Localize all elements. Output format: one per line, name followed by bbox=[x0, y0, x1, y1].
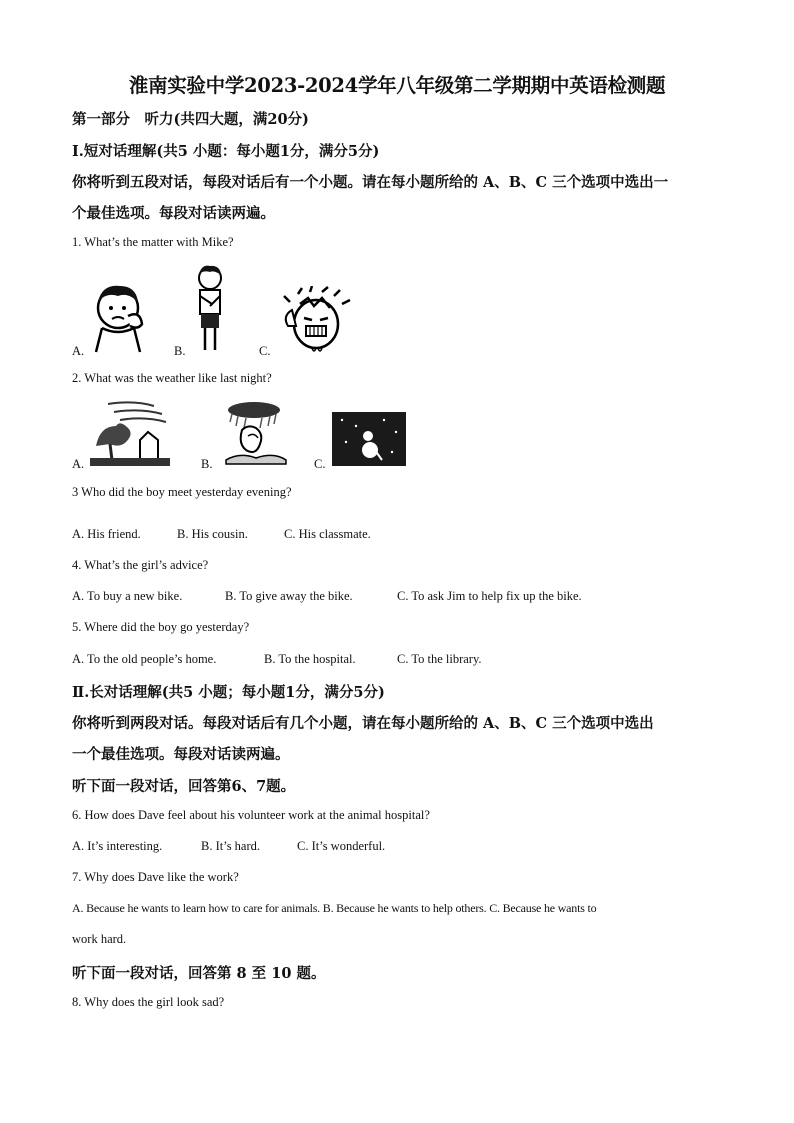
angry-man-headache-picture bbox=[278, 286, 360, 354]
q5-option-c: C. To the library. bbox=[397, 652, 482, 666]
question-3-options bbox=[72, 527, 724, 542]
rainy-weather-picture bbox=[220, 400, 292, 466]
q4-option-a: A. To buy a new bike. bbox=[72, 589, 183, 603]
q5-option-a: A. To the old people’s home. bbox=[72, 652, 217, 666]
q1-option-b-label: B. bbox=[174, 344, 186, 358]
question-7: 7. Why does Dave like the work? bbox=[72, 870, 239, 884]
question-5-options bbox=[72, 652, 724, 667]
q4-option-b: B. To give away the bike. bbox=[225, 589, 353, 603]
question-6: 6. How does Dave feel about his volunteer work at the animal hospital? bbox=[72, 808, 430, 822]
q2-option-b-label: B. bbox=[201, 457, 213, 471]
dialogue2-instruction: 听下面一段对话，回答第 8 至 10 题。 bbox=[72, 965, 326, 982]
section1-instructions-line2: 个最佳选项。每段对话读两遍。 bbox=[72, 205, 275, 222]
q2-option-a-label: A. bbox=[72, 457, 85, 471]
section2-instructions-line1: 你将听到两段对话。每段对话后有几个小题，请在每小题所给的 A、B、C 三个选项中选出 bbox=[72, 715, 654, 732]
q3-option-c: C. His classmate. bbox=[284, 527, 371, 541]
question-5: 5. Where did the boy go yesterday? bbox=[72, 620, 250, 634]
question-8: 8. Why does the girl look sad? bbox=[72, 995, 225, 1009]
q1-option-a-label: A. bbox=[72, 344, 85, 358]
q6-option-c: C. It’s wonderful. bbox=[297, 839, 386, 853]
q3-option-a: A. His friend. bbox=[72, 527, 141, 541]
question-2: 2. What was the weather like last night? bbox=[72, 371, 272, 385]
q2-option-c-label: C. bbox=[314, 457, 326, 471]
section1-instructions-line1: 你将听到五段对话，每段对话后有一个小题。请在每小题所给的 A、B、C 三个选项中选出一 bbox=[72, 174, 669, 191]
page-title: 淮南实验中学2023-2024学年八年级第二学期期中英语检测题 bbox=[128, 74, 666, 97]
question-6-options bbox=[72, 839, 724, 854]
boy-holding-stomach-picture bbox=[190, 262, 230, 354]
dialogue1-instruction: 听下面一段对话，回答第6、7题。 bbox=[72, 778, 296, 795]
q5-option-b: B. To the hospital. bbox=[264, 652, 356, 666]
windy-weather-picture bbox=[90, 400, 170, 466]
q7-options-line2: work hard. bbox=[72, 932, 127, 946]
q6-option-b: B. It’s hard. bbox=[201, 839, 261, 853]
q1-option-c-label: C. bbox=[259, 344, 271, 358]
section1-heading: Ⅰ.短对话理解(共5 小题：每小题1分，满分5分) bbox=[72, 143, 380, 160]
section2-instructions-line2: 一个最佳选项。每段对话读两遍。 bbox=[72, 746, 290, 763]
part-heading: 第一部分 听力(共四大题，满20分) bbox=[72, 111, 309, 128]
question-4: 4. What’s the girl’s advice? bbox=[72, 558, 209, 572]
sick-boy-holding-cheek-picture bbox=[88, 278, 152, 354]
question-3: 3 Who did the boy meet yesterday evening? bbox=[72, 485, 292, 499]
q4-option-c: C. To ask Jim to help fix up the bike. bbox=[397, 589, 582, 603]
q6-option-a: A. It’s interesting. bbox=[72, 839, 163, 853]
question-1: 1. What’s the matter with Mike? bbox=[72, 235, 234, 249]
q7-options-line1: A. Because he wants to learn how to care for animals. B. Because he wants to help others. C. Because he wants to bbox=[72, 901, 597, 915]
section2-heading: Ⅱ.长对话理解(共5 小题；每小题1分，满分5分) bbox=[72, 684, 385, 701]
snowy-night-picture bbox=[332, 412, 406, 466]
question-4-options bbox=[72, 589, 724, 604]
q3-option-b: B. His cousin. bbox=[177, 527, 248, 541]
